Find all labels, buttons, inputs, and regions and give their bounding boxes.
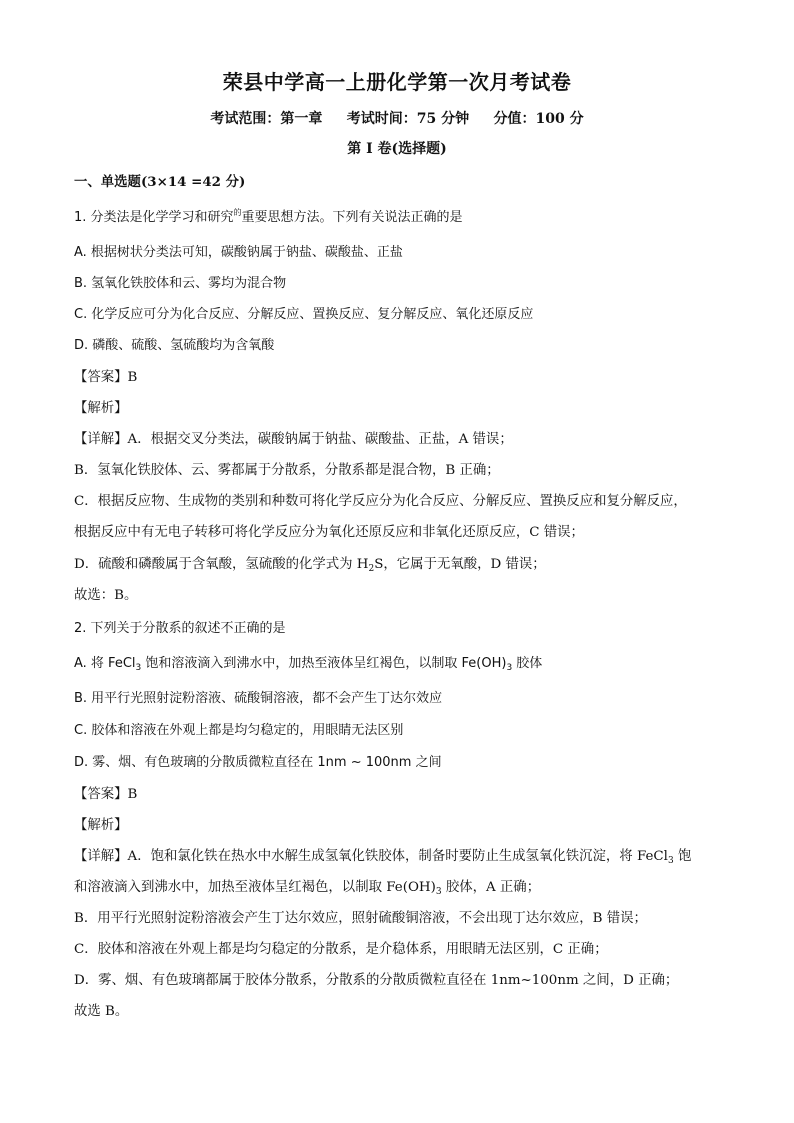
q2-detail-line: 【详解】A．饱和氯化铁在热水中水解生成氢氧化铁胶体，制备时要防止生成氢氧化铁沉淀，将 FeCl$_3$ 饱 xyxy=(74,849,692,866)
q1-detail-line: B．氢氧化铁胶体、云、雾都属于分散系，分散系都是混合物，B 正确； xyxy=(74,463,500,478)
exam-title: 荣县中学高一上册化学第一次月考试卷 xyxy=(222,70,572,94)
q2-detail-line: C．胶体和溶液在外观上都是均匀稳定的分散系，是介稳体系，用眼睛无法区别，C 正确； xyxy=(74,942,608,957)
q1-option-b: B. 氢氧化铁胶体和云、雾均为混合物 xyxy=(74,276,287,291)
q2-option-b: B. 用平行光照射淀粉溶液、硫酸铜溶液，都不会产生丁达尔效应 xyxy=(74,691,443,706)
q2-option-a: A. 将 FeCl$_3$ 饱和溶液滴入到沸水中，加热至液体呈红褐色，以制取 $Fe(OH)_3$ 胶体 xyxy=(74,656,543,673)
q2-analysis-label: 【解析】 xyxy=(74,818,128,833)
q1-detail-line: D．硫酸和磷酸属于含氧酸，氢硫酸的化学式为 $H_2S$，它属于无氧酸，D 错误； xyxy=(74,557,546,574)
volume-heading: 第 I 卷(选择题) xyxy=(347,141,447,157)
q1-analysis-label: 【解析】 xyxy=(74,401,128,416)
q1-stem: 1. 分类法是化学学习和研究$^的$重要思想方法。下列有关说法正确的是 xyxy=(74,208,463,225)
q1-option-c: C. 化学反应可分为化合反应、分解反应、置换反应、复分解反应、氧化还原反应 xyxy=(74,307,534,322)
q2-detail-line: D．雾、烟、有色玻璃都属于胶体分散系，分散系的分散质微粒直径在 1nm~100nm 之间，D 正确； xyxy=(74,973,679,988)
q1-conclusion: 故选：B。 xyxy=(74,588,138,603)
q2-conclusion: 故选 B。 xyxy=(74,1004,129,1019)
q1-option-a: A. 根据树状分类法可知，碳酸钠属于钠盐、碳酸盐、正盐 xyxy=(74,245,403,260)
q2-stem: 2. 下列关于分散系的叙述不正确的是 xyxy=(74,621,286,636)
q1-detail-line: C．根据反应物、生成物的类别和种数可将化学反应分为化合反应、分解反应、置换反应和复分解反应， xyxy=(74,494,687,509)
q2-answer: 【答案】B xyxy=(74,787,138,802)
section-heading: 一、单选题(3×14 =42 分) xyxy=(74,174,246,190)
q2-detail-line: 和溶液滴入到沸水中，加热至液体呈红褐色，以制取 $Fe(OH)_3$ 胶体，A 正确； xyxy=(74,880,541,897)
q2-option-d: D. 雾、烟、有色玻璃的分散质微粒直径在 1nm ~ 100nm 之间 xyxy=(74,755,442,770)
q1-option-d: D. 磷酸、硫酸、氢硫酸均为含氧酸 xyxy=(74,338,275,353)
exam-info: 考试范围：第一章 考试时间：75 分钟 分值：100 分 xyxy=(210,111,584,127)
q2-detail-line: B．用平行光照射淀粉溶液会产生丁达尔效应，照射硫酸铜溶液，不会出现丁达尔效应，B 错误； xyxy=(74,911,647,926)
q1-answer: 【答案】B xyxy=(74,370,138,385)
q1-detail-line: 根据反应中有无电子转移可将化学反应分为氧化还原反应和非氧化还原反应，C 错误； xyxy=(74,525,584,540)
q1-detail-line: 【详解】A．根据交叉分类法，碳酸钠属于钠盐、碳酸盐、正盐，A 错误； xyxy=(74,432,513,447)
q2-option-c: C. 胶体和溶液在外观上都是均匀稳定的，用眼睛无法区别 xyxy=(74,723,404,738)
